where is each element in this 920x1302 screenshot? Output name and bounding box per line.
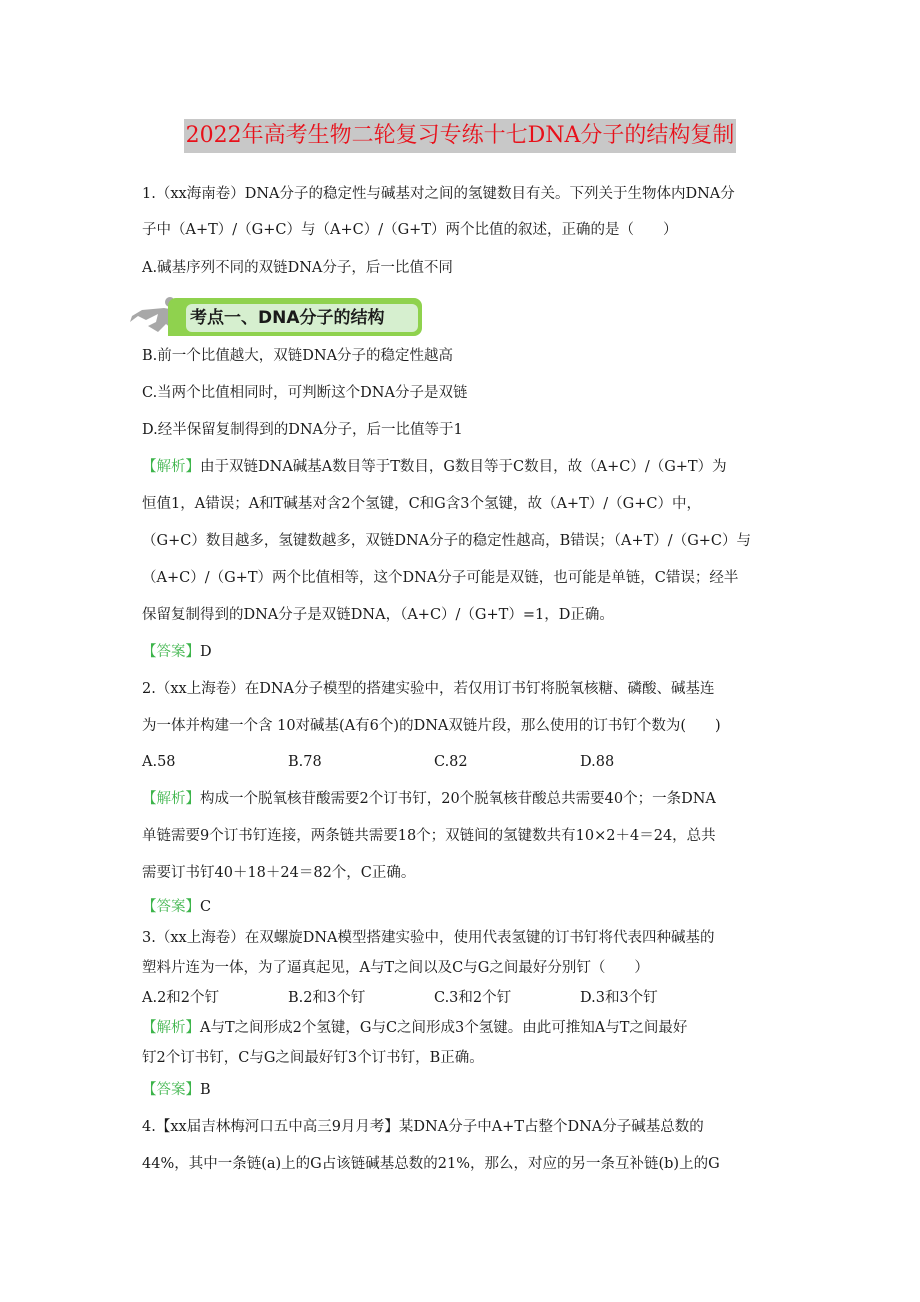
q4-stem-line-1: 4.【xx届吉林梅河口五中高三9月月考】某DNA分子中A+T占整个DNA分子碱基总数的	[142, 1119, 704, 1135]
q2-analysis-line-1	[142, 789, 716, 809]
q1-analysis-line-4: （A+C）/（G+T）两个比值相等，这个DNA分子可能是双链，也可能是单链，C错误；经半	[142, 570, 739, 586]
q3-option-b: B.2和3个钉	[288, 990, 366, 1006]
q2-stem-line-2: 为一体并构建一个含 10对碱基(A有6个)的DNA双链片段，那么使用的订书钉个数为( )	[142, 718, 721, 734]
q1-option-b: B.前一个比值越大，双链DNA分子的稳定性越高	[142, 348, 454, 364]
answer-label: 【答案】	[142, 644, 200, 660]
q1-analysis-line-3: （G+C）数目越多，氢键数越多，双链DNA分子的稳定性越高，B错误；（A+T）/（G+C）与	[142, 533, 752, 549]
analysis-text: 由于双链DNA碱基A数目等于T数目，G数目等于C数目，故（A+C）/（G+T）为	[200, 459, 727, 475]
q2-option-c: C.82	[434, 754, 468, 770]
q3-option-a: A.2和2个钉	[142, 990, 220, 1006]
analysis-label: 【解析】	[142, 791, 200, 807]
q1-analysis-line-1	[142, 457, 727, 477]
q1-stem-line-2: 子中（A+T）/（G+C）与（A+C）/（G+T）两个比值的叙述，正确的是（ ）	[142, 222, 678, 238]
q3-answer	[142, 1080, 211, 1100]
page-title: 2022年高考生物二轮复习专练十七DNA分子的结构复制	[184, 119, 737, 153]
q2-answer	[142, 897, 211, 917]
answer-label: 【答案】	[142, 1082, 200, 1098]
q3-stem-line-2: 塑料片连为一体，为了逼真起见，A与T之间以及C与G之间最好分别钉（ ）	[142, 960, 649, 976]
q2-analysis-line-3: 需要订书钉40＋18＋24＝82个，C正确。	[142, 865, 416, 881]
q2-option-a: A.58	[142, 754, 176, 770]
section-title: 考点一、DNA分子的结构	[186, 304, 418, 332]
answer-value: D	[200, 644, 212, 660]
q1-analysis-line-2: 恒值1，A错误；A和T碱基对含2个氢键，C和G含3个氢键，故（A+T）/（G+C）中，	[142, 496, 701, 512]
q2-option-b: B.78	[288, 754, 322, 770]
q1-option-c: C.当两个比值相同时，可判断这个DNA分子是双链	[142, 385, 468, 401]
q1-option-a: A.碱基序列不同的双链DNA分子，后一比值不同	[142, 260, 453, 276]
analysis-text: A与T之间形成2个氢键，G与C之间形成3个氢键。由此可推知A与T之间最好	[200, 1020, 688, 1036]
section-badge	[128, 294, 428, 342]
answer-label: 【答案】	[142, 899, 200, 915]
q1-stem-line-1: 1.（xx海南卷）DNA分子的稳定性与碱基对之间的氢键数目有关。下列关于生物体内DNA分	[142, 186, 735, 202]
analysis-text: 构成一个脱氧核苷酸需要2个订书钉，20个脱氧核苷酸总共需要40个；一条DNA	[200, 791, 716, 807]
analysis-label: 【解析】	[142, 459, 200, 475]
q3-option-c: C.3和2个钉	[434, 990, 512, 1006]
q3-stem-line-1: 3.（xx上海卷）在双螺旋DNA模型搭建实验中，使用代表氢键的订书钉将代表四种碱基的	[142, 930, 715, 946]
q2-option-d: D.88	[580, 754, 615, 770]
q4-stem-line-2: 44%，其中一条链(a)上的G占该链碱基总数的21%，那么，对应的另一条互补链(b)上的G	[142, 1156, 720, 1172]
q2-analysis-line-2: 单链需要9个订书钉连接，两条链共需要18个；双链间的氢键数共有10×2＋4＝24，总共	[142, 828, 716, 844]
answer-value: B	[200, 1082, 211, 1098]
q3-analysis-line-2: 钉2个订书钉，C与G之间最好钉3个订书钉，B正确。	[142, 1050, 484, 1066]
q1-answer	[142, 642, 212, 662]
q2-stem-line-1: 2.（xx上海卷）在DNA分子模型的搭建实验中，若仅用订书钉将脱氧核糖、磷酸、碱基连	[142, 681, 715, 697]
q1-analysis-line-5: 保留复制得到的DNA分子是双链DNA，（A+C）/（G+T）=1，D正确。	[142, 607, 614, 623]
q3-option-d: D.3和3个钉	[580, 990, 658, 1006]
q1-option-d: D.经半保留复制得到的DNA分子，后一比值等于1	[142, 422, 463, 438]
title-container	[0, 119, 920, 153]
analysis-label: 【解析】	[142, 1020, 200, 1036]
answer-value: C	[200, 899, 212, 915]
q3-analysis-line-1	[142, 1018, 687, 1038]
